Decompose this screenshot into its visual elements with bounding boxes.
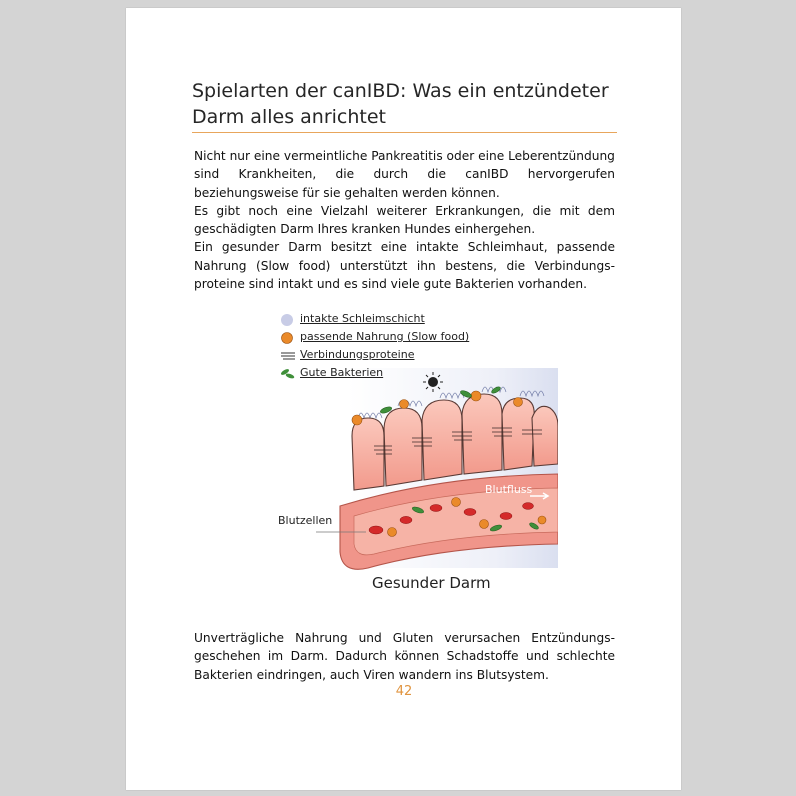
paragraph-line: sind Krankheiten, die durch die canIBD hervorgerufen: [194, 167, 615, 182]
figure-caption: Gesunder Darm: [372, 574, 491, 592]
paragraph-line: beziehungsweise für sie gehalten werden können.: [194, 185, 500, 200]
paragraph-line: Es gibt noch eine Vielzahl weiterer Erkrankungen, die mit dem: [194, 203, 615, 218]
protein-lines-icon: [280, 349, 296, 363]
heading-line-2: Darm alles anrichtet: [192, 106, 386, 128]
mucus-dot-icon: [280, 313, 296, 327]
paragraph-line: Bakterien eindringen, auch Viren wandern ins Blutsystem.: [194, 667, 549, 682]
section-heading: [192, 78, 622, 130]
document-page: [126, 8, 681, 790]
heading-underline: [192, 132, 617, 133]
virus-icon: [423, 372, 443, 392]
intro-paragraph: [194, 147, 615, 293]
paragraph-line: Nahrung (Slow food) unterstützt ihn bestens, die Verbindungs-: [194, 258, 615, 273]
closing-paragraph: [194, 629, 615, 684]
paragraph-line: Ein gesunder Darm besitzt eine intakte Schleimhaut, passende: [194, 240, 615, 255]
paragraph-line: Unverträgliche Nahrung und Gluten verursachen Entzündungs-: [194, 631, 615, 645]
paragraph-line: geschehen im Darm. Dadurch können Schadstoffe und schlechte: [194, 649, 615, 664]
legend-label: passende Nahrung (Slow food): [300, 330, 470, 343]
bacteria-icon: [280, 367, 296, 381]
page-number: 42: [395, 684, 413, 699]
paragraph-line: geschädigten Darm Ihres kranken Hundes einhergehen.: [194, 222, 536, 237]
food-dot-icon: [280, 331, 296, 345]
paragraph-line: proteine sind intakt und es sind viele gute Bakterien vorhanden.: [194, 277, 588, 292]
legend-label: Verbindungsproteine: [300, 348, 415, 361]
blood-cells-label: Blutzellen: [278, 514, 333, 527]
paragraph-line: Nicht nur eine vermeintliche Pankreatitis oder eine Leberentzündung: [194, 149, 615, 163]
blood-flow-label: Blutfluss: [485, 483, 533, 496]
legend-label: intakte Schleimschicht: [300, 312, 425, 325]
heading-line-1: Spielarten der canIBD: Was ein entzündeter: [192, 80, 609, 102]
legend-label: Gute Bakterien: [300, 366, 384, 379]
